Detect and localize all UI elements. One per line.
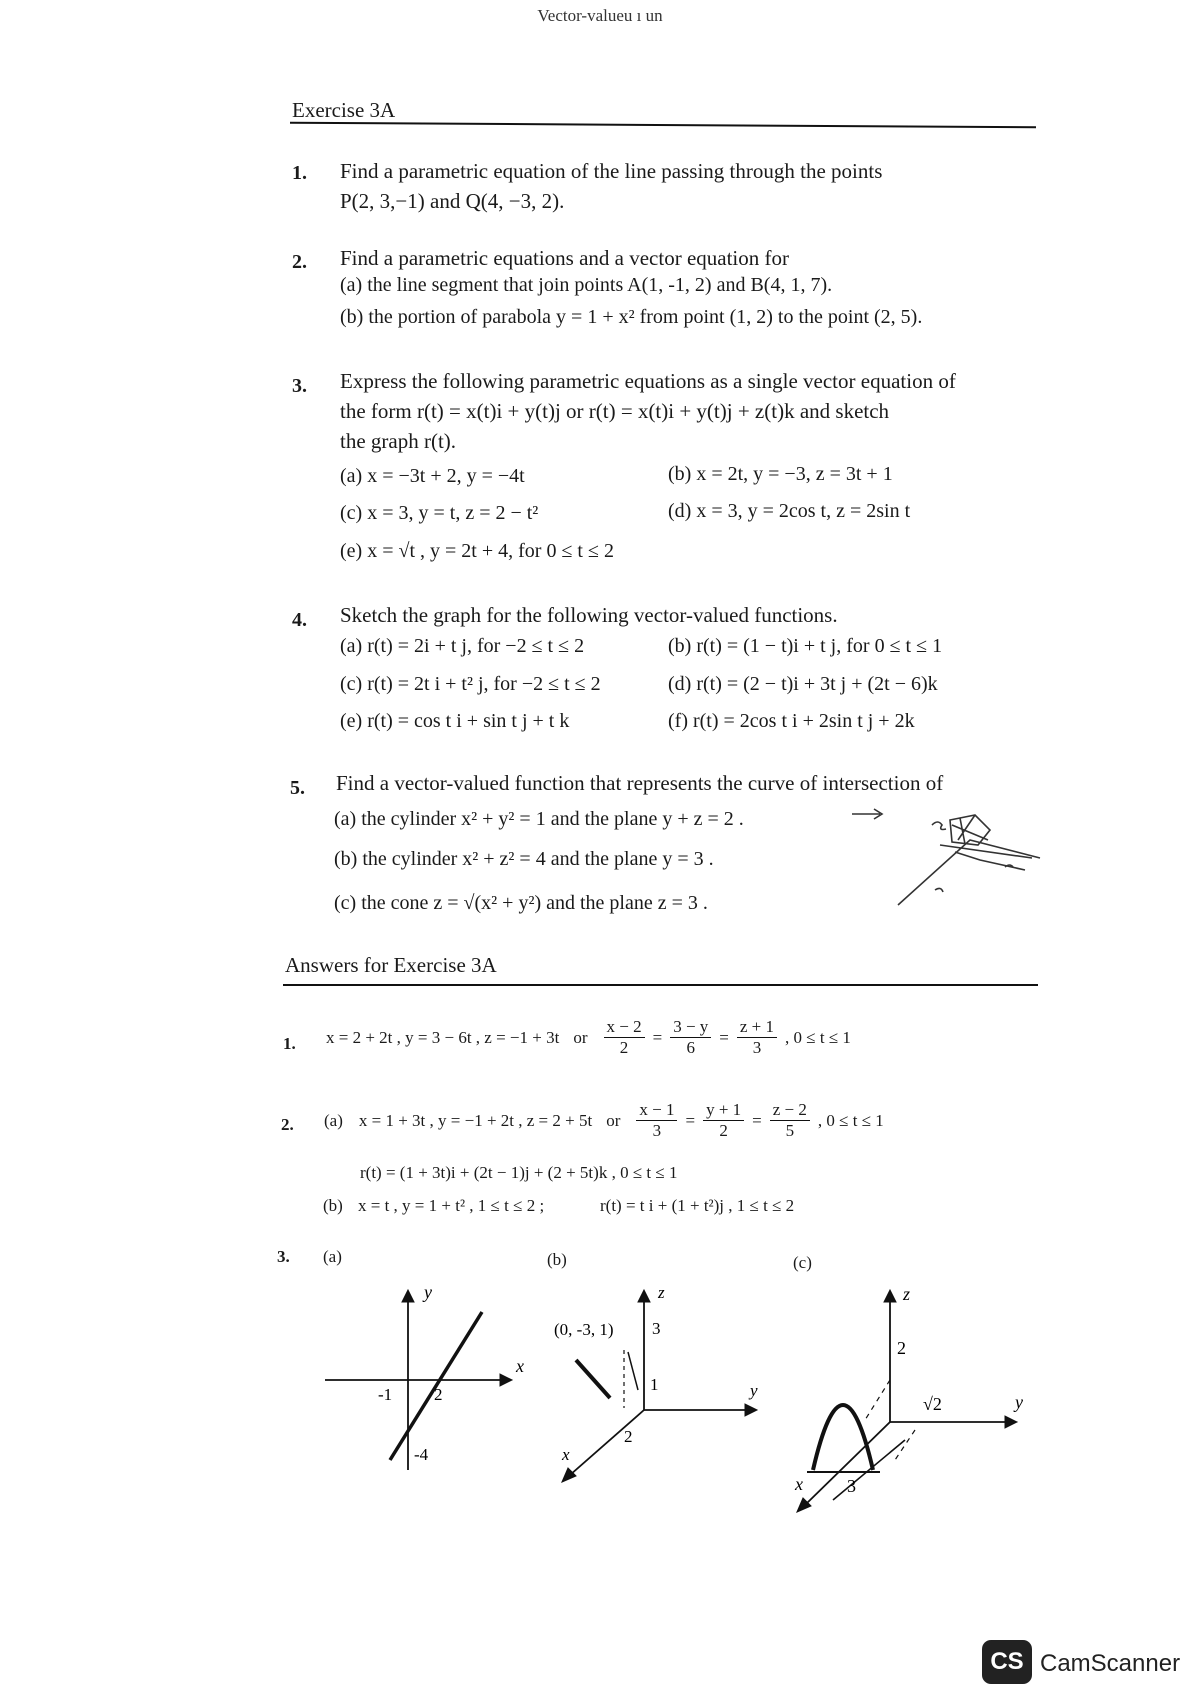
graph-c-z-label: z [903, 1284, 911, 1304]
graph-a-x-arrow [500, 1374, 512, 1386]
answer-1-param: x = 2 + 2t , y = 3 − 6t , z = −1 + 3t [326, 1027, 560, 1047]
graph-c-y-arrow [1005, 1416, 1017, 1428]
answer-2a-frac-z: $\frac{z - 2}{5}$ [770, 1100, 810, 1141]
question-2-part-b: (b) the portion of parabola y = 1 + x² from point (1, 2) to the point (2, 5). [340, 306, 923, 328]
question-2-parts [340, 269, 1060, 333]
answer-1-range: , 0 ≤ t ≤ 1 [785, 1027, 851, 1047]
question-3-line-2: the form r(t) = x(t)i + y(t)j or r(t) = x(t)i + y(t)j + z(t)k and sketch [340, 399, 890, 423]
answer-2a-frac-y: $\frac{y + 1}{2}$ [703, 1100, 744, 1141]
answer-3b-label: (b) [547, 1250, 567, 1269]
graph-c-tick-3: 3 [847, 1476, 856, 1496]
question-4-part-d: (d) r(t) = (2 − t)i + 3t j + (2t − 6)k [668, 673, 938, 695]
question-number-2: 2. [292, 251, 307, 273]
graph-b-x-label: x [562, 1445, 570, 1464]
question-3-part-a: (a) x = −3t + 2, y = −4t [340, 465, 525, 487]
question-3-line-1: Express the following parametric equations as a single vector equation of [340, 369, 956, 393]
camscanner-logo: CS [982, 1640, 1032, 1684]
answer-2a-or: or [606, 1110, 621, 1130]
hand-arrow [852, 809, 882, 819]
question-number-3: 3. [292, 375, 307, 397]
graph-b-x-arrow [562, 1468, 576, 1482]
question-3-text [340, 366, 1050, 456]
graph-b-tick-2: 2 [624, 1427, 633, 1446]
answer-1-frac-y: $\frac{3 - y}{6}$ [670, 1017, 711, 1058]
answers-rule [283, 984, 1038, 986]
question-5-part-b: (b) the cylinder x² + z² = 4 and the plane y = 3 . [334, 848, 714, 870]
answer-2a-range: , 0 ≤ t ≤ 1 [817, 1110, 884, 1130]
graph-a-tick-m1: -1 [378, 1385, 393, 1404]
graph-c-tick-sqrt2: √2 [923, 1394, 942, 1414]
answer-3c-label: (c) [793, 1253, 812, 1272]
graph-b-tick-1: 1 [650, 1375, 659, 1394]
exercise-title: Exercise 3A [292, 98, 396, 122]
graph-c-tick-2: 2 [897, 1338, 906, 1358]
answer-1-or: or [573, 1027, 588, 1047]
graph-a-tick-m4: -4 [414, 1445, 429, 1464]
graph-b-point-label: (0, -3, 1) [554, 1320, 614, 1339]
question-4-part-c: (c) r(t) = 2t i + t² j, for −2 ≤ t ≤ 2 [340, 673, 601, 695]
question-2-part-a: (a) the line segment that join points A(1, -1, 2) and B(4, 1, 7). [340, 274, 833, 296]
question-number-5: 5. [290, 777, 305, 799]
graph-c-y-label: y [1015, 1392, 1023, 1412]
graph-c-parabola [813, 1405, 873, 1470]
question-1-line-1: Find a parametric equation of the line passing through the points [340, 159, 883, 183]
title-rule [290, 122, 1036, 129]
graph-b-z-label: z [658, 1283, 665, 1302]
question-4-line-1: Sketch the graph for the following vector-valued functions. [340, 603, 838, 627]
question-4-text [340, 600, 1040, 630]
graph-b-x-axis [570, 1410, 644, 1475]
answer-2b-param: x = t , y = 1 + t² , 1 ≤ t ≤ 2 ; [358, 1196, 545, 1215]
question-number-4: 4. [292, 609, 307, 631]
answer-number-1: 1. [283, 1034, 296, 1053]
question-number-1: 1. [292, 162, 307, 184]
answer-3a-label: (a) [323, 1247, 342, 1266]
answer-2b-label: (b) [323, 1196, 343, 1215]
question-4-part-e: (e) r(t) = cos t i + sin t j + t k [340, 710, 570, 732]
answer-2b-vector: r(t) = t i + (1 + t²)j , 1 ≤ t ≤ 2 [600, 1196, 795, 1215]
answers-title: Answers for Exercise 3A [285, 953, 497, 977]
question-3-part-d: (d) x = 3, y = 2cos t, z = 2sin t [668, 500, 911, 522]
question-2-line-1: Find a parametric equations and a vector equation for [340, 246, 789, 270]
graph-c-z-arrow [884, 1290, 896, 1302]
answer-number-2: 2. [281, 1115, 294, 1134]
question-4-part-f: (f) r(t) = 2cos t i + 2sin t j + 2k [668, 710, 915, 732]
question-3-part-c: (c) x = 3, y = t, z = 2 − t² [340, 502, 539, 524]
question-5-part-c: (c) the cone z = √(x² + y²) and the plane z = 3 . [334, 892, 708, 914]
graph-b-y-arrow [745, 1404, 757, 1416]
question-5-text [336, 768, 1056, 798]
answer-2a-label: (a) [324, 1110, 343, 1130]
answer-1-frac-x: $\frac{x - 2}{2}$ [604, 1017, 645, 1058]
answer-number-3: 3. [277, 1247, 290, 1266]
answer-3b-graph [540, 1280, 780, 1490]
graph-b-tick-3: 3 [652, 1319, 661, 1338]
graph-b-y-label: y [750, 1381, 758, 1400]
answer-2a-line: (a) x = 1 + 3t , y = −1 + 2t , z = 2 + 5t or $\frac{x - 1}{3}$ = $\frac{y + 1}{2}$ = $\frac{z - 2}{5}$ , 0 ≤ t ≤ 1 [324, 1100, 884, 1140]
question-1-text [340, 156, 1040, 216]
answer-2a-vector: r(t) = (1 + 3t)i + (2t − 1)j + (2 + 5t)k , 0 ≤ t ≤ 1 [360, 1163, 678, 1182]
question-3-part-b: (b) x = 2t, y = −3, z = 3t + 1 [668, 463, 893, 485]
question-1-line-2: P(2, 3,−1) and Q(4, −3, 2). [340, 189, 565, 213]
graph-b-line [576, 1360, 610, 1398]
question-4-part-a: (a) r(t) = 2i + t j, for −2 ≤ t ≤ 2 [340, 635, 585, 657]
answer-1-frac-z: $\frac{z + 1}{3}$ [737, 1017, 777, 1058]
question-5-part-a: (a) the cylinder x² + y² = 1 and the plane y + z = 2 . [334, 808, 744, 830]
answer-3a-graph [320, 1280, 540, 1480]
graph-a-x-label: x [516, 1356, 524, 1376]
answer-3c-graph [785, 1280, 1045, 1520]
running-header: Vector-valueu ı un [537, 6, 663, 25]
graph-a-tick-2: 2 [434, 1385, 443, 1404]
graph-a-y-label: y [424, 1282, 432, 1302]
question-4-part-b: (b) r(t) = (1 − t)i + t j, for 0 ≤ t ≤ 1 [668, 635, 943, 657]
camscanner-name: CamScanner [1040, 1650, 1181, 1677]
question-3-part-e: (e) x = √t , y = 2t + 4, for 0 ≤ t ≤ 2 [340, 540, 614, 562]
answer-1-line: x = 2 + 2t , y = 3 − 6t , z = −1 + 3t or $\frac{x - 2}{2}$ = $\frac{3 - y}{6}$ = $\frac{z + 1}{3}$ , 0 ≤ t ≤ 1 [326, 1017, 851, 1057]
answer-2a-frac-x: $\frac{x - 1}{3}$ [636, 1100, 677, 1141]
graph-c-x-label: x [795, 1474, 803, 1494]
graph-b-z-arrow [638, 1290, 650, 1302]
question-3-line-3: the graph r(t). [340, 429, 457, 453]
handwritten-sketch [840, 800, 1080, 920]
answer-2a-param: x = 1 + 3t , y = −1 + 2t , z = 2 + 5t [358, 1110, 593, 1130]
graph-a-y-arrow [402, 1290, 414, 1302]
question-5-line-1: Find a vector-valued function that represents the curve of intersection of [336, 771, 944, 795]
